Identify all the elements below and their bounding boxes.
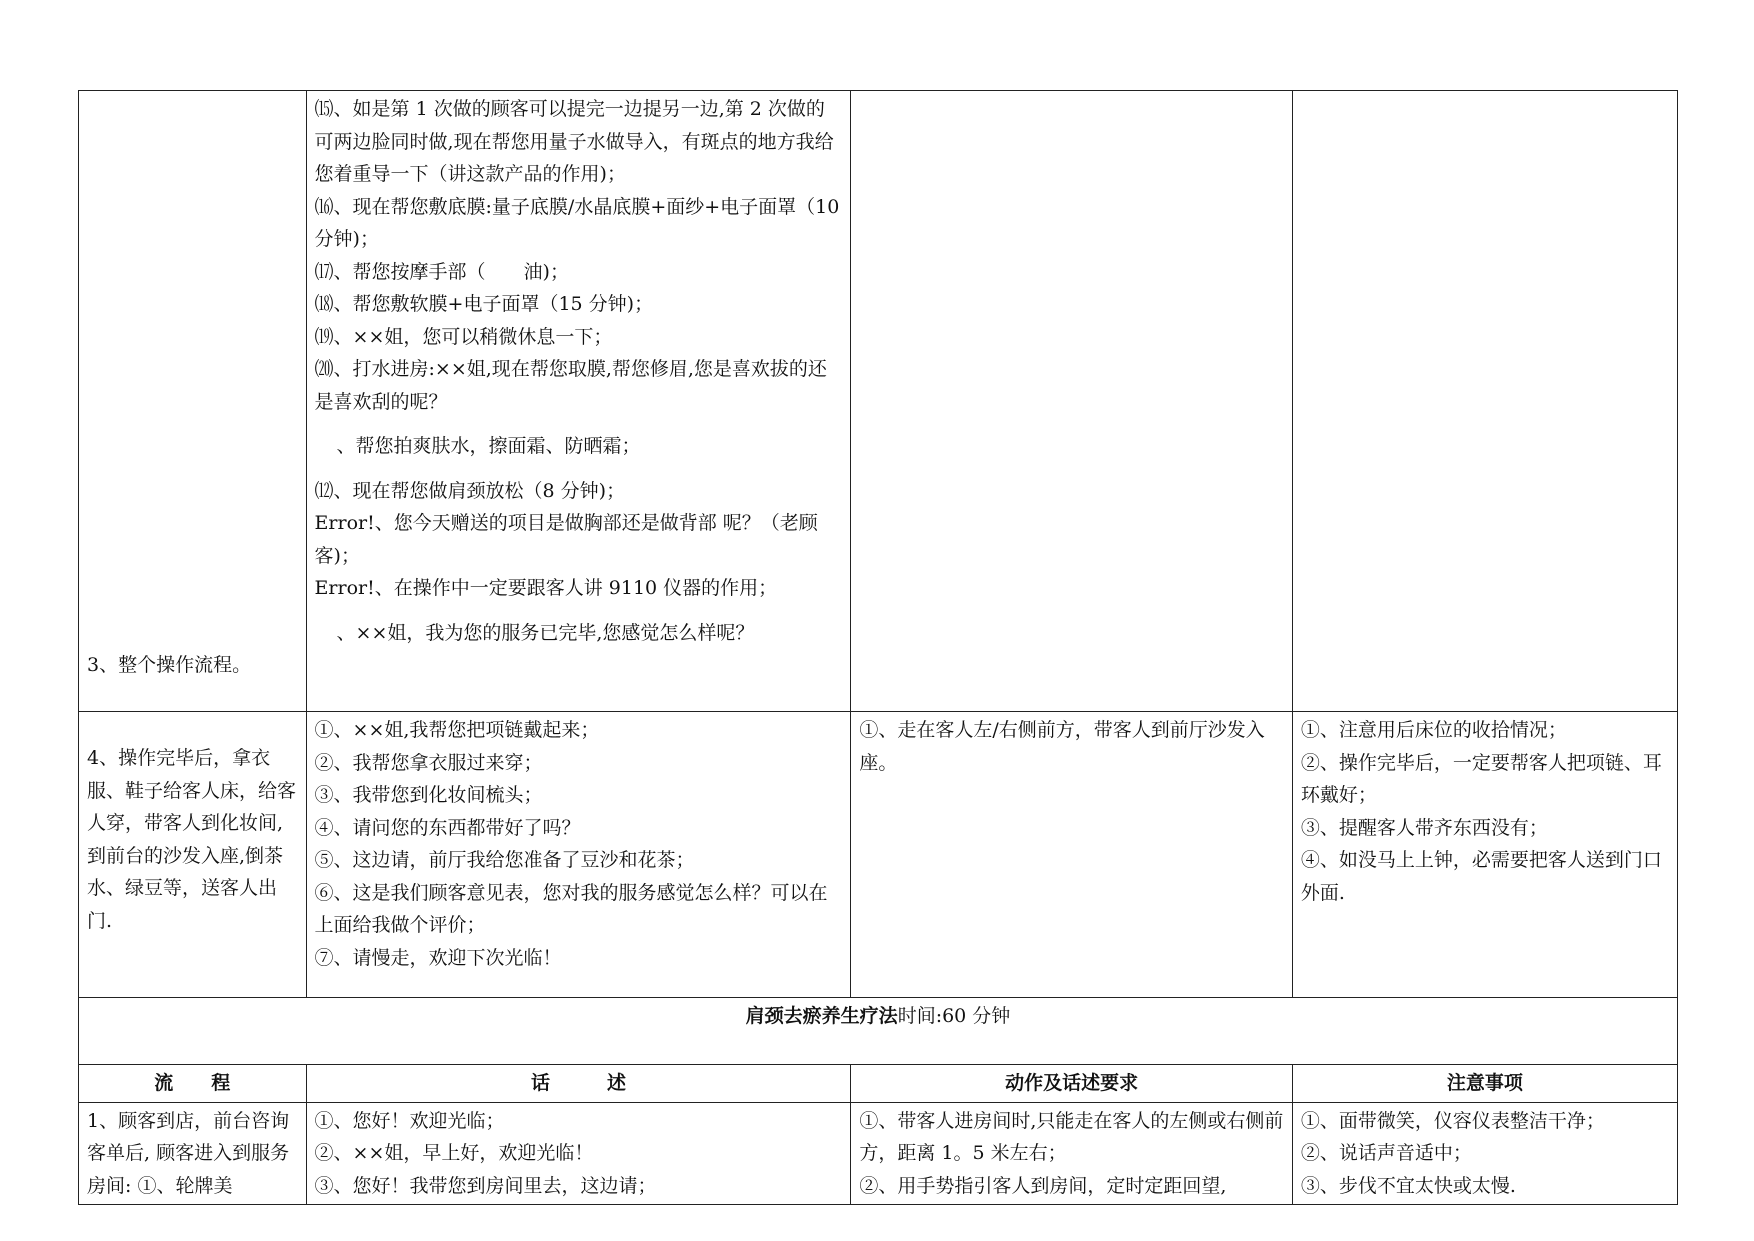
speech-line: ⒆、××姐，您可以稍微休息一下； bbox=[314, 325, 613, 348]
speech-line: Error!、您今天赠送的项目是做胸部还是做背部 呢？（老顾客)； bbox=[314, 512, 818, 567]
action-cell bbox=[851, 712, 1292, 998]
section-title-time: 时间:60 分钟 bbox=[897, 1005, 1011, 1027]
speech-cell bbox=[306, 1102, 851, 1205]
speech-cell bbox=[306, 712, 851, 998]
speech-line: ④、请问您的东西都带好了吗？ bbox=[314, 816, 581, 839]
section-title-bold: 肩颈去瘀养生疗法 bbox=[745, 1005, 898, 1027]
speech-cell bbox=[306, 91, 851, 712]
speech-line: ⑥、这是我们顾客意见表，您对我的服务感觉怎么样？可以在上面给我做个评价； bbox=[314, 881, 828, 936]
speech-line: ③、您好！我带您到房间里去，这边请； bbox=[314, 1174, 657, 1197]
notes-cell bbox=[1292, 1102, 1677, 1205]
note-line: ②、说话声音适中； bbox=[1300, 1142, 1472, 1164]
speech-line: ③、我带您到化妆间梳头； bbox=[314, 784, 543, 806]
header-row bbox=[79, 1065, 1678, 1103]
speech-line: ⒃、现在帮您敷底膜:量子底膜/水晶底膜+面纱+电子面罩（10 分钟)； bbox=[314, 195, 840, 250]
step-cell: 4、操作完毕后，拿衣服、鞋子给客人床，给客人穿，带客人到化妆间,到前台的沙发入座,倒茶水、绿豆等，送客人出门. bbox=[79, 712, 307, 998]
note-line: ①、注意用后床位的收拾情况； bbox=[1300, 719, 1567, 741]
note-line: ③、提醒客人带齐东西没有； bbox=[1300, 816, 1548, 839]
speech-line: ①、您好！欢迎光临； bbox=[314, 1109, 505, 1132]
speech-line: ②、××姐，早上好，欢迎光临！ bbox=[314, 1142, 594, 1164]
speech-line: 、帮您拍爽肤水，擦面霜、防晒霜； bbox=[336, 435, 641, 457]
header-action: 动作及话述要求 bbox=[851, 1065, 1292, 1103]
speech-line: ①、××姐,我帮您把项链戴起来； bbox=[314, 719, 600, 741]
action-line: ①、走在客人左/右侧前方，带客人到前厅沙发入座。 bbox=[859, 719, 1265, 774]
note-line: ③、步伐不宜太快或太慢. bbox=[1300, 1174, 1516, 1197]
action-line: ①、带客人进房间时,只能走在客人的左侧或右侧前方，距离 1。5 米左右； bbox=[859, 1109, 1284, 1164]
notes-cell bbox=[1292, 91, 1677, 712]
table-row bbox=[79, 91, 1678, 712]
note-line: ①、面带微笑，仪容仪表整洁干净； bbox=[1300, 1109, 1605, 1132]
speech-line: ⒂、如是第 1 次做的顾客可以提完一边提另一边,第 2 次做的可两边脸同时做,现在帮您用量子水做导入，有斑点的地方我给您着重导一下（讲这款产品的作用)； bbox=[314, 98, 834, 185]
header-process: 流 程 bbox=[79, 1065, 307, 1103]
header-speech: 话 述 bbox=[306, 1065, 851, 1103]
speech-line: ②、我帮您拿衣服过来穿； bbox=[314, 751, 543, 774]
section-title bbox=[79, 998, 1678, 1065]
action-line: ②、用手势指引客人到房间，定时定距回望, bbox=[859, 1174, 1227, 1197]
notes-cell bbox=[1292, 712, 1677, 998]
action-cell bbox=[851, 91, 1292, 712]
speech-line: ⑦、请慢走，欢迎下次光临！ bbox=[314, 946, 562, 969]
action-cell bbox=[851, 1102, 1292, 1205]
note-line: ④、如没马上上钟，必需要把客人送到门口外面. bbox=[1300, 849, 1662, 904]
note-line: ②、操作完毕后，一定要帮客人把项链、耳环戴好； bbox=[1300, 751, 1662, 806]
speech-line: ⒄、帮您按摩手部（ 油)； bbox=[314, 260, 569, 283]
speech-line: ⑿、现在帮您做肩颈放松（8 分钟)； bbox=[314, 479, 626, 502]
table-row bbox=[79, 1102, 1678, 1205]
table-row bbox=[79, 712, 1678, 998]
speech-line: Error!、在操作中一定要跟客人讲 9110 仪器的作用； bbox=[314, 577, 778, 599]
header-notes: 注意事项 bbox=[1292, 1065, 1677, 1103]
speech-line: ⒇、打水进房:××姐,现在帮您取膜,帮您修眉,您是喜欢拔的还是喜欢刮的呢？ bbox=[314, 358, 827, 413]
step-cell: 3、整个操作流程。 bbox=[79, 91, 307, 712]
speech-line: ⒅、帮您敷软膜+电子面罩（15 分钟)； bbox=[314, 293, 654, 315]
section-title-row bbox=[79, 998, 1678, 1065]
procedure-table bbox=[78, 90, 1678, 1205]
step-cell: 1、顾客到店，前台咨询客单后, 顾客进入到服务房间: ①、轮牌美 bbox=[79, 1102, 307, 1205]
speech-line: 、××姐，我为您的服务已完毕,您感觉怎么样呢？ bbox=[336, 621, 755, 644]
speech-line: ⑤、这边请，前厅我给您准备了豆沙和花茶； bbox=[314, 849, 695, 871]
